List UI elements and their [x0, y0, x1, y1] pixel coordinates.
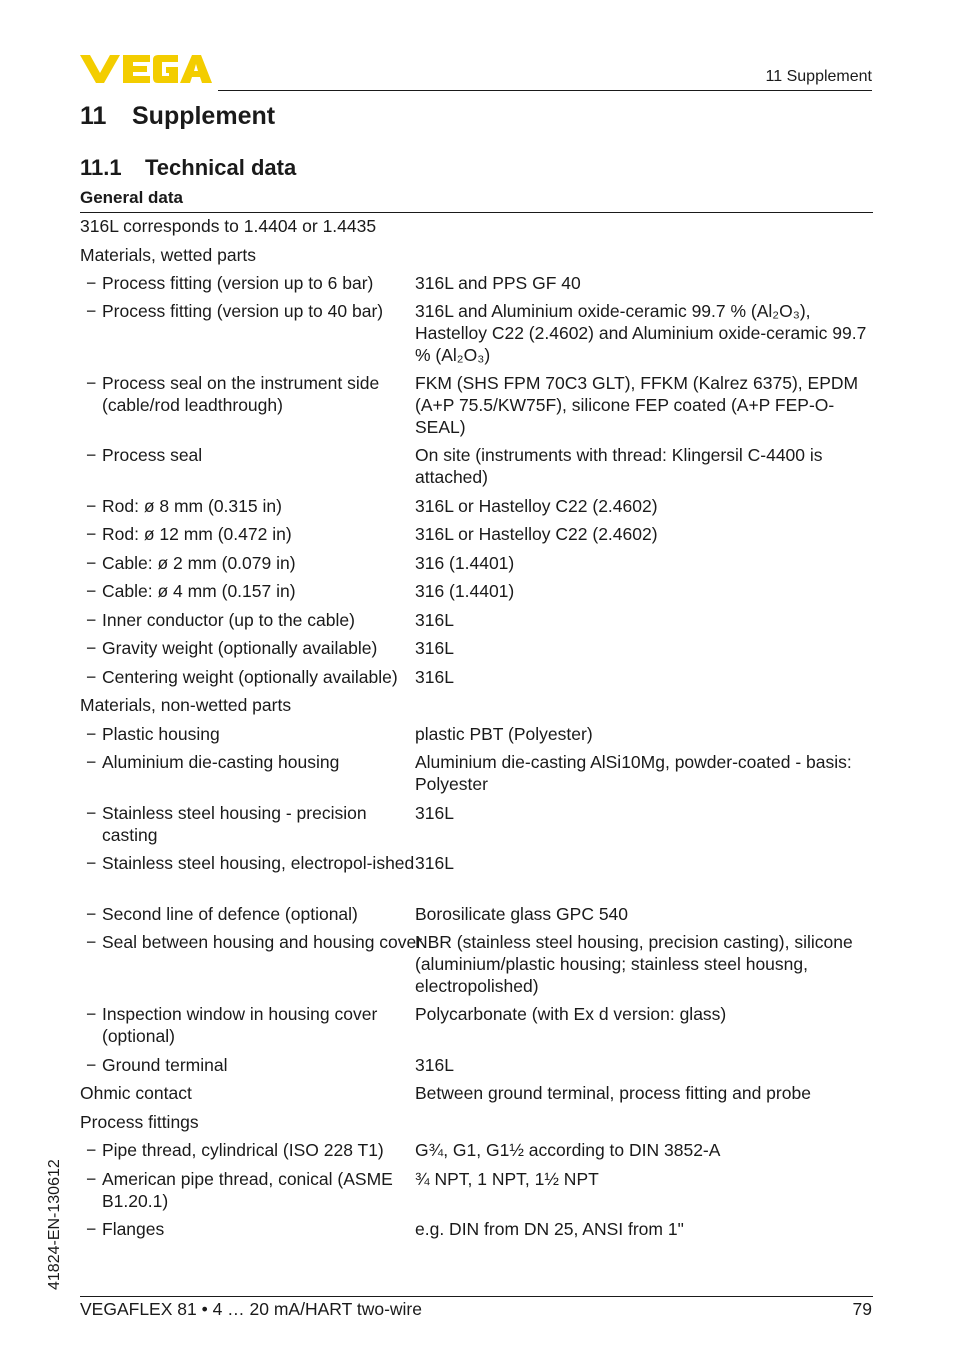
spec-label: − Process seal [86, 444, 426, 466]
spec-label: − Inspection window in housing cover (optional) [86, 1003, 426, 1047]
footer-rule [80, 1296, 873, 1297]
spec-label: − Second line of defence (optional) [86, 903, 426, 925]
spec-label: − Process seal on the instrument side (cable/rod leadthrough) [86, 372, 426, 416]
page-number: 79 [852, 1299, 872, 1319]
spec-value: 316 (1.4401) [415, 553, 515, 573]
spec-value: Borosilicate glass GPC 540 [415, 904, 629, 924]
spec-label: − Pipe thread, cylindrical (ISO 228 T1) [86, 1139, 426, 1161]
spec-label: 316L corresponds to 1.4404 or 1.4435 [80, 216, 377, 236]
spec-value: 316L [415, 638, 454, 658]
spec-value: G¾, G1, G1½ according to DIN 3852-A [415, 1140, 721, 1160]
spec-value: 316 (1.4401) [415, 581, 515, 601]
spec-value: 316L [415, 610, 454, 630]
spec-label: − Stainless steel housing, electropol-ished [86, 852, 426, 874]
spec-value: 316L and PPS GF 40 [415, 273, 581, 293]
spec-value: 316L [415, 1055, 454, 1075]
document-code: 41824-EN-130612 [46, 1159, 63, 1290]
group-title: General data [80, 188, 183, 207]
section-title: 11 Supplement [80, 102, 276, 130]
spec-label: − Cable: ø 4 mm (0.157 in) [86, 580, 426, 602]
spec-label: − Inner conductor (up to the cable) [86, 609, 426, 631]
spec-value: 316L [415, 853, 454, 873]
spec-value: 316L [415, 803, 454, 823]
spec-value: Polycarbonate (with Ex d version: glass) [415, 1004, 727, 1024]
spec-value: 316L or Hastelloy C22 (2.4602) [415, 496, 658, 516]
spec-value: 316L and Aluminium oxide-ceramic 99.7 % (Al₂O₃), Hastelloy C22 (2.4602) and Aluminium oxide-ceramic 99.7 % (Al₂O₃) [415, 301, 867, 365]
spec-label: − Process fitting (version up to 6 bar) [86, 272, 426, 294]
spec-label: − Gravity weight (optionally available) [86, 637, 426, 659]
spec-value: plastic PBT (Polyester) [415, 724, 593, 744]
subsection-title: 11.1 Technical data [80, 155, 297, 180]
spec-label: Materials, non-wetted parts [80, 695, 292, 715]
spec-label: − Flanges [86, 1218, 426, 1240]
spec-value: ¾ NPT, 1 NPT, 1½ NPT [415, 1169, 599, 1189]
spec-label: − Plastic housing [86, 723, 426, 745]
spec-label: − Ground terminal [86, 1054, 426, 1076]
spec-label: Ohmic contact [80, 1083, 192, 1103]
spec-label: − American pipe thread, conical (ASME B1.20.1) [86, 1168, 426, 1212]
spec-value: 316L or Hastelloy C22 (2.4602) [415, 524, 658, 544]
spec-value: 316L [415, 667, 454, 687]
spec-value: FKM (SHS FPM 70C3 GLT), FFKM (Kalrez 6375), EPDM (A+P 75.5/KW75F), silicone FEP coated (A+P FEP-O-SEAL) [415, 373, 859, 437]
spec-label: − Aluminium die-casting housing [86, 751, 426, 773]
spec-label: − Seal between housing and housing cover [86, 931, 426, 953]
spec-label: − Process fitting (version up to 40 bar) [86, 300, 426, 322]
spec-label: − Rod: ø 12 mm (0.472 in) [86, 523, 426, 545]
spec-value: Aluminium die-casting AlSi10Mg, powder-coated - basis: Polyester [415, 752, 852, 794]
spec-label: − Cable: ø 2 mm (0.079 in) [86, 552, 426, 574]
spec-value: NBR (stainless steel housing, precision casting), silicone (aluminium/plastic housing; stainless steel housng, electropolished) [415, 932, 853, 996]
spec-label: Process fittings [80, 1112, 199, 1132]
footer-document: VEGAFLEX 81 • 4 … 20 mA/HART two-wire [80, 1299, 422, 1319]
spec-label: − Stainless steel housing - precision casting [86, 802, 426, 846]
spec-value: Between ground terminal, process fitting and probe [415, 1083, 811, 1103]
running-head: 11 Supplement [765, 68, 872, 85]
spec-value: e.g. DIN from DN 25, ANSI from 1" [415, 1219, 684, 1239]
spec-label: − Rod: ø 8 mm (0.315 in) [86, 495, 426, 517]
spec-label: − Centering weight (optionally available) [86, 666, 426, 688]
spec-value: On site (instruments with thread: Klingersil C-4400 is attached) [415, 445, 823, 487]
spec-label: Materials, wetted parts [80, 245, 257, 265]
